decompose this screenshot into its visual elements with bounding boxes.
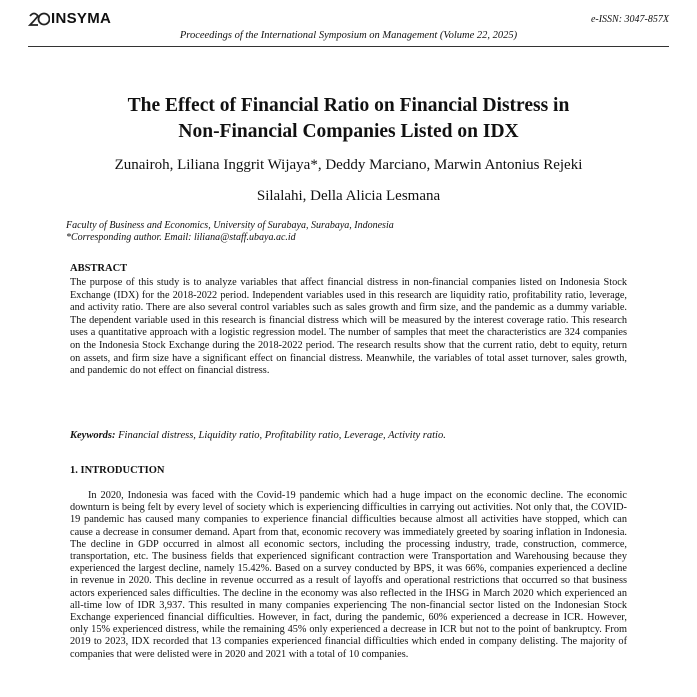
- affiliation-block: [66, 220, 657, 244]
- page-header: [28, 10, 669, 32]
- authors-line-1: Zunairoh, Liliana Inggrit Wijaya*, Deddy Marciano, Marwin Antonius Rejeki: [114, 157, 583, 173]
- proceedings-line: Proceedings of the International Symposium on Management (Volume 22, 2025): [179, 30, 518, 41]
- title-line-1: The Effect of Financial Ratio on Financial Distress in: [127, 95, 570, 116]
- introduction-heading: 1. INTRODUCTION: [70, 465, 165, 476]
- introduction-text: In 2020, Indonesia was faced with the Covid-19 pandemic which had a huge impact on the economic decline. The economic downturn is being felt by every level of society which is experiencing difficulties in carrying out activities. Not only that, the COVID-19 pandemic has caused many companies to experience financial difficulties because almost all activities have stopped, which can cause a decrease in consumer demand. Apart from that, economic recovery was immediately greeted by soaring inflation in Indonesia. The decline in GDP occurred in almost all economic sectors, including the processing industry, trade, construction, commerce, transportation, etc. The business fields that experienced significant contraction were Transportation and Warehousing because they experienced the largest decline, namely 15.42%. Based on a survey conducted by BPS, it was 66%, companies experienced a decline in revenue in 2020. This decline in revenue occurred as a result of layoffs and operational restrictions that occurred so that business actors experienced sales difficulties. The decline in the economy was also reflected in the IHSG in March 2020 which experienced an all-time low of IDR 3,937. This resulted in many companies experiencing The non-financial sector listed on the Indonesian Stock Exchange experienced financial difficulties. However, in fact, during the pandemic, 60% experienced a decrease in ICR. However, only 15% experienced distress, while the remaining 45% only experienced a decrease in ICR but not to the point of bankruptcy. From 2019 to 2023, IDX recorded that 13 companies experienced financial difficulties which ended in company delisting. The majority of companies that were delisted were in 2020 and 2021 with a total of 10 companies.: [70, 490, 627, 660]
- keywords-line: [70, 430, 627, 441]
- abstract-text: The purpose of this study is to analyze variables that affect financial distress in non-financial companies listed on Indonesia Stock Exchange (IDX) for the 2018-2022 period. Independent variables used in this research are liquidity ratio, profitability ratio, leverage, and activity ratio. There are also several control variables such as sales growth and firm size, and the pandemic as a dummy variable. The dependent variable used in this research is financial distress which will be measured by the interest coverage ratio. This research uses a quantitative approach with a logistic regression model. The number of samples that meet the characteristics are 324 companies on the Indonesia Stock Exchange during the 2018-2022 period. The research results show that the current ratio, debt to equity, return on assets, and firm size have a significant effect on financial distress. Meanwhile, the variables of total asset turnover, sales growth, and pandemic do not effect on financial distress.: [70, 277, 627, 377]
- insyma-logo: [28, 10, 111, 27]
- abstract-heading: ABSTRACT: [70, 263, 128, 274]
- affiliation: Faculty of Business and Economics, University of Surabaya, Surabaya, Indonesia: [66, 220, 394, 231]
- author-list: [50, 150, 647, 212]
- logo-text: INSYMA: [51, 10, 112, 27]
- paper-title: [40, 93, 657, 145]
- title-line-2: Non-Financial Companies Listed on IDX: [178, 121, 519, 142]
- issn-label: e-ISSN: 3047-857X: [590, 14, 669, 25]
- logo-mark-icon: [28, 11, 50, 27]
- authors-line-2: Silalahi, Della Alicia Lesmana: [256, 188, 441, 204]
- header-divider: [28, 46, 669, 47]
- keywords-text: Financial distress, Liquidity ratio, Profitability ratio, Leverage, Activity ratio.: [118, 430, 446, 441]
- keywords-label: Keywords:: [70, 430, 116, 441]
- corresponding-author: *Corresponding author. Email: liliana@staff.ubaya.ac.id: [66, 232, 296, 243]
